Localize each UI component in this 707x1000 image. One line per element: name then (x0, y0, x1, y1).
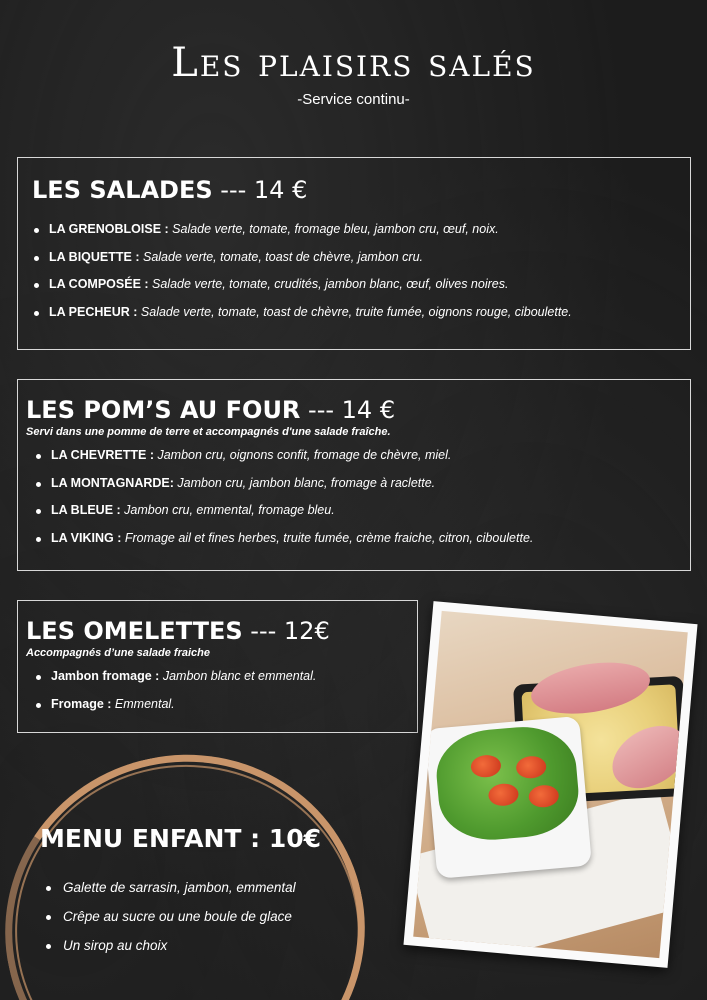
item-description: Jambon cru, emmental, fromage bleu. (124, 503, 335, 517)
item-name: LA COMPOSÉE : (49, 277, 153, 291)
item-description: Crêpe au sucre ou une boule de glace (63, 909, 292, 924)
section-title: MENU ENFANT : 10€ (40, 824, 322, 853)
tomato-shape (488, 783, 520, 808)
item-list (32, 216, 690, 326)
item-description: Un sirop au choix (63, 938, 168, 953)
page-subtitle: -Service continu- (297, 91, 410, 108)
section-menu-enfant (40, 824, 321, 960)
item-name: LA PECHEUR : (49, 304, 141, 319)
list-item (32, 216, 690, 244)
item-name: LA GRENOBLOISE : (49, 222, 173, 236)
list-item (32, 244, 690, 272)
section-omelettes (17, 600, 418, 733)
section-name: LES SALADES (32, 176, 213, 204)
item-name: LA BIQUETTE : (49, 249, 143, 264)
item-list (26, 663, 417, 718)
section-title (26, 617, 417, 645)
item-description: Jambon cru, jambon blanc, fromage à raclette. (177, 475, 436, 490)
tomato-shape (515, 755, 547, 780)
section-note: Accompagnés d’une salade fraiche (26, 647, 211, 659)
food-photo (403, 601, 697, 968)
item-name: LA CHEVRETTE : (51, 448, 158, 462)
list-item (44, 873, 321, 902)
item-description: Emmental. (114, 696, 175, 711)
list-item (32, 271, 690, 299)
page-title: Les plaisirs salés (171, 40, 536, 86)
section-price: --- 12€ (242, 617, 330, 645)
item-list (40, 873, 321, 960)
item-description: Fromage ail et fines herbes, truite fumée, crème fraiche, citron, ciboulette. (124, 530, 534, 545)
section-title (32, 176, 690, 204)
list-item (34, 497, 690, 525)
section-poms-au-four (17, 379, 691, 571)
item-description: Jambon cru, oignons confit, fromage de chèvre, miel. (157, 448, 452, 462)
tomato-shape (470, 754, 502, 779)
food-photo-image (413, 611, 688, 958)
section-salades (17, 157, 691, 350)
item-name: LA BLEUE : (51, 503, 125, 517)
list-item (34, 470, 690, 498)
list-item (34, 691, 417, 719)
salad-bowl-shape (424, 716, 591, 879)
item-name: Jambon fromage : (51, 669, 163, 683)
item-name: Fromage : (51, 696, 115, 711)
item-name: LA MONTAGNARDE: (51, 475, 178, 490)
item-description: Salade verte, tomate, fromage bleu, jambon cru, œuf, noix. (172, 222, 499, 236)
section-price: --- 14 € (212, 176, 308, 204)
list-item (44, 902, 321, 931)
section-note: Servi dans une pomme de terre et accompagnés d'une salade fraîche. (26, 426, 391, 438)
section-price: --- 14 € (300, 396, 396, 424)
list-item (44, 931, 321, 960)
section-name: LES POM’S AU FOUR (26, 396, 301, 424)
list-item (34, 663, 417, 691)
item-description: Salade verte, tomate, toast de chèvre, jambon cru. (142, 249, 423, 264)
section-title (26, 396, 690, 424)
item-description: Salade verte, tomate, crudités, jambon blanc, œuf, olives noires. (152, 277, 509, 291)
list-item (34, 442, 690, 470)
list-item (34, 525, 690, 553)
list-item (32, 299, 690, 327)
item-list (26, 442, 690, 552)
item-description: Jambon blanc et emmental. (162, 669, 317, 683)
section-name: LES OMELETTES (26, 617, 243, 645)
item-description: Salade verte, tomate, toast de chèvre, truite fumée, oignons rouge, ciboulette. (140, 304, 572, 319)
item-description: Galette de sarrasin, jambon, emmental (63, 880, 296, 895)
salad-shape (433, 722, 582, 844)
tomato-shape (528, 784, 560, 809)
item-name: LA VIKING : (51, 530, 125, 545)
